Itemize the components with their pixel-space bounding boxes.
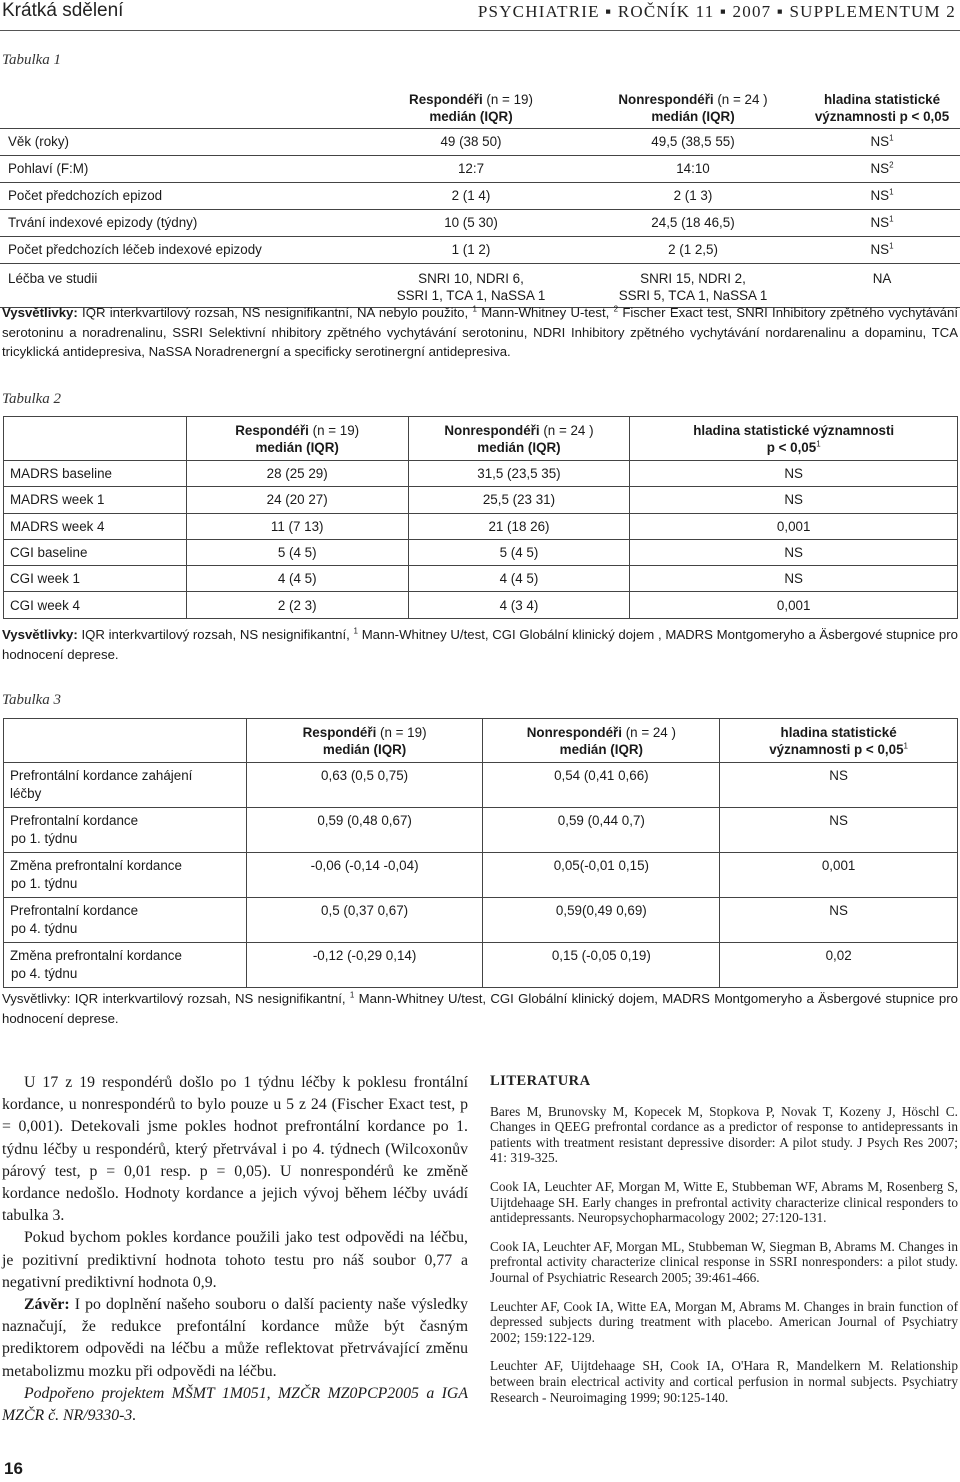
table-row — [0, 236, 960, 263]
nonresponders-value: 14:10 — [676, 161, 710, 176]
section-title: Krátká sdělení — [2, 0, 124, 21]
responders-value: 0,59 (0,48 0,67) — [246, 808, 483, 853]
nonresponders-value: 0,05(-0,01 0,15) — [483, 853, 720, 898]
paragraph: Pokud bychom pokles kordance použili jako test odpovědi na léčbu, je pozitivní prediktivní hodnota tohoto testu pro náš soubor 0,77 a negativní prediktivní hodnota 0,9. — [2, 1229, 468, 1291]
header-rule — [0, 30, 960, 31]
significance-value: NS — [630, 487, 958, 513]
responders-value: 5 (4 5) — [186, 539, 408, 565]
nonresponders-value: 24,5 (18 46,5) — [651, 215, 735, 230]
responders-value: 0,5 (0,37 0,67) — [246, 898, 483, 943]
row-label: Prefrontální kordance zahájení léčby — [10, 768, 193, 801]
table-row — [4, 943, 958, 988]
table1-caption: Tabulka 1 — [2, 52, 62, 68]
page-number: 16 — [4, 1459, 23, 1478]
significance-value: NA — [872, 270, 892, 286]
table2-header-nonresponders: Nonrespondéři (n = 24 ) medián (IQR) — [408, 417, 630, 461]
table-row — [4, 513, 958, 539]
table2-caption: Tabulka 2 — [2, 391, 62, 407]
table3-header-nonresponders: Nonrespondéři (n = 24 ) medián (IQR) — [483, 719, 720, 763]
significance-value: 0,001 — [720, 853, 958, 898]
reference-item: Cook IA, Leuchter AF, Morgan M, Witte E, Stubbeman WF, Abrams M, Rosenberg S, Uijtdehaage SH. Early changes in prefrontal activity characterize clinical responders to antidepressants. Neuropsychopharmacology 2002; 27:120-131. — [490, 1178, 958, 1226]
nonresponders-value: 49,5 (38,5 55) — [651, 134, 735, 149]
paragraph: U 17 z 19 respondérů došlo po 1 týdnu léčby k poklesu frontální kordance, u nonrespondérů to bylo pouze u 5 z 24 (Fischer Exact test, p = 0,001). Detekovali jsme pokles hodnot prefrontální kordance po 1. týdnu léčby u respondérů, který přetrvával i po 4. týdnech (Wilcoxonův párový test, p = 0,01 resp. p = 0,05). U nonrespondérů ke změně kordance nedošlo. Hodnoty kordance a jejich vývoj během léčby uvádí tabulka 3. — [2, 1074, 468, 1225]
row-label: Počet předchozích léčeb indexové epizody — [8, 242, 262, 257]
table1-notes: Vysvětlivky: IQR interkvartilový rozsah, NS nesignifikantní, NA nebylo použito, $^1$ Mann-Whitney U-test, $^2$ Fischer Exact test, SNRI Inhibitory zpětného vychytávání serotoninu a noradrenalinu, SSRI Selektivní nhibitory zpětného vychytávání serotoninu, NDRI Inhibitory zpětného vychytávání nordarenalinu a dopaminu, TCA tricyklická antidepresiva, NaSSA Noradrenergní a specificky serotinergní antidepresiva. — [2, 304, 959, 359]
nonresponders-value: 2 (1 3) — [673, 188, 713, 203]
responders-value: 11 (7 13) — [186, 513, 408, 539]
significance-value: 0,001 — [630, 513, 958, 539]
table-row — [4, 763, 958, 808]
significance-value: $NS^1$ — [870, 241, 894, 257]
reference-item: Bares M, Brunovsky M, Kopecek M, Stopkova P, Novak T, Kozeny J, Höschl C. Changes in QEEG prefrontal cordance as a predictor of response to antidepressants in patients with treatment resistant depressive disorder: A pilot study. J Psych Res 2007; 41: 319-325. — [490, 1103, 958, 1166]
significance-value: 0,02 — [720, 943, 958, 988]
table-row — [0, 182, 960, 209]
responders-value: 2 (2 3) — [186, 592, 408, 618]
nonresponders-value: 0,15 (-0,05 0,19) — [483, 943, 720, 988]
table-row — [4, 461, 958, 487]
responders-value: 4 (4 5) — [186, 566, 408, 592]
table2-notes: Vysvětlivky: IQR interkvartilový rozsah, NS nesignifikantní, $^1$ Mann-Whitney U/test, CGI Globální klinický dojem , MADRS Montgomeryho a Äsbergové stupnice pro hodnocení deprese. — [2, 626, 958, 662]
responders-value: -0,06 (-0,14 -0,04) — [246, 853, 483, 898]
table-row — [0, 209, 960, 236]
reference-item: Cook IA, Leuchter AF, Morgan ML, Stubbeman W, Siegman B, Abrams M. Changes in prefrontal activity characterize clinical response in SSRI nonresponders: a pilot study. Journal of Psychiatric Research 2005; 39:461-466. — [490, 1238, 958, 1285]
nonresponders-value: 2 (1 2,5) — [668, 242, 718, 257]
table-row — [4, 898, 958, 943]
table-row — [4, 853, 958, 898]
responders-value: 49 (38 50) — [440, 134, 502, 149]
reference-item: Leuchter AF, Cook IA, Witte EA, Morgan M, Abrams M. Changes in brain function of depressed subjects during treatment with placebo. American Journal of Psychiatry 2002; 159:122-129. — [490, 1298, 958, 1345]
table1-header-significance: hladina statistické významnosti p < 0,05 — [814, 91, 950, 124]
table2-header-responders: Respondéři (n = 19) medián (IQR) — [186, 417, 408, 461]
article-body — [2, 1072, 468, 1427]
significance-value: $NS^2$ — [870, 160, 894, 176]
row-label: Pohlaví (F:M) — [8, 161, 89, 176]
row-label: MADRS week 1 — [10, 492, 105, 508]
conclusion-paragraph: Závěr: I po doplnění našeho souboru o další pacienty naše výsledky naznačují, že redukce prefontální kordance může být časným prediktorem odpovědi na léčbu a může reflektovat přetrvávající změnu metabolizmu mozku při odpovědi na léčbu. — [2, 1296, 468, 1380]
responders-value: SNRI 10, NDRI 6, SSRI 1, TCA 1, NaSSA 1 — [396, 270, 546, 303]
nonresponders-value: 31,5 (23,5 35) — [408, 461, 630, 487]
significance-value: NS — [630, 461, 958, 487]
row-label: MADRS baseline — [10, 466, 112, 482]
nonresponders-value: 21 (18 26) — [408, 513, 630, 539]
table2-header-significance: hladina statistické významnosti $p < 0,05^1$ — [630, 417, 958, 461]
nonresponders-value: 25,5 (23 31) — [408, 487, 630, 513]
table3-caption: Tabulka 3 — [2, 692, 62, 708]
significance-value: NS — [720, 898, 958, 943]
table2-header-label — [4, 417, 187, 461]
table1-header-nonresponders: Nonrespondéři (n = 24 ) medián (IQR) — [618, 91, 768, 124]
nonresponders-value: 0,59(0,49 0,69) — [483, 898, 720, 943]
row-label: Léčba ve studii — [8, 270, 98, 286]
references — [490, 1074, 958, 1418]
table1 — [0, 82, 960, 308]
responders-value: 10 (5 30) — [444, 215, 498, 230]
row-label: CGI baseline — [10, 545, 88, 561]
row-label: Trvání indexové epizody (týdny) — [8, 215, 198, 230]
table3-header-responders: Respondéři (n = 19) medián (IQR) — [246, 719, 483, 763]
table-row — [4, 592, 958, 618]
row-label: Prefrontalní kordance po 1. týdnu — [10, 813, 139, 846]
row-label: MADRS week 4 — [10, 518, 105, 534]
table1-header-responders: Respondéři (n = 19) medián (IQR) — [409, 91, 533, 124]
row-label: Změna prefrontalní kordance po 1. týdnu — [10, 858, 182, 891]
table-row — [0, 128, 960, 155]
nonresponders-value: 5 (4 5) — [408, 539, 630, 565]
journal-running-head: PSYCHIATRIE ▪ ROČNÍK 11 ▪ 2007 ▪ SUPPLEMENTUM 2 — [477, 2, 956, 21]
responders-value: 28 (25 29) — [186, 461, 408, 487]
table3-header-label — [4, 719, 247, 763]
table-row — [4, 808, 958, 853]
row-label: Počet předchozích epizod — [8, 188, 163, 203]
responders-value: 0,63 (0,5 0,75) — [246, 763, 483, 808]
references-heading: LITERATURA — [490, 1073, 591, 1089]
significance-value: NS — [720, 763, 958, 808]
row-label: Věk (roky) — [8, 134, 70, 149]
table-row — [4, 566, 958, 592]
significance-value: NS — [720, 808, 958, 853]
row-label: Změna prefrontalní kordance po 4. týdnu — [10, 948, 182, 981]
row-label: CGI week 1 — [10, 571, 80, 587]
nonresponders-value: 0,59 (0,44 0,7) — [483, 808, 720, 853]
table-row — [4, 539, 958, 565]
responders-value: 1 (1 2) — [451, 242, 491, 257]
significance-value: NS — [630, 539, 958, 565]
funding-note: Podpořeno projektem MŠMT 1M051, MZČR MZ0PCP2005 a IGA MZČR č. NR/9330-3. — [2, 1384, 468, 1425]
reference-item: Leuchter AF, Uijtdehaage SH, Cook IA, O'Hara R, Mandelkern M. Relationship between brain electrical activity and cortical perfusion in normal subjects. Psychiatry Research - Neuroimaging 1999; 90:125-140. — [490, 1358, 958, 1405]
significance-value: 0,001 — [630, 592, 958, 618]
nonresponders-value: 4 (4 5) — [408, 566, 630, 592]
nonresponders-value: SNRI 15, NDRI 2, SSRI 5, TCA 1, NaSSA 1 — [618, 270, 768, 303]
table-row — [4, 487, 958, 513]
responders-value: 2 (1 4) — [451, 188, 491, 203]
responders-value: 12:7 — [457, 161, 485, 176]
responders-value: -0,12 (-0,29 0,14) — [246, 943, 483, 988]
table3-notes: Vysvětlivky: IQR interkvartilový rozsah, NS nesignifikantní, $^1$ Mann-Whitney U/test, CGI Globální klinický dojem, MADRS Montgomeryho a Äsbergové stupnice pro hodnocení deprese. — [2, 990, 958, 1026]
table-row — [0, 263, 960, 307]
significance-value: $NS^1$ — [870, 187, 894, 203]
nonresponders-value: 0,54 (0,41 0,66) — [483, 763, 720, 808]
table2 — [3, 416, 958, 619]
significance-value: NS — [630, 566, 958, 592]
table3 — [3, 718, 958, 988]
responders-value: 24 (20 27) — [186, 487, 408, 513]
significance-value: $NS^1$ — [870, 133, 894, 149]
table1-header-label — [0, 82, 360, 128]
row-label: Prefrontalní kordance po 4. týdnu — [10, 903, 139, 936]
significance-value: $NS^1$ — [870, 214, 894, 230]
table-row — [0, 155, 960, 182]
nonresponders-value: 4 (3 4) — [408, 592, 630, 618]
row-label: CGI week 4 — [10, 597, 80, 613]
table3-header-significance: hladina statistické významnosti $p < 0,05^1$ — [720, 719, 958, 763]
